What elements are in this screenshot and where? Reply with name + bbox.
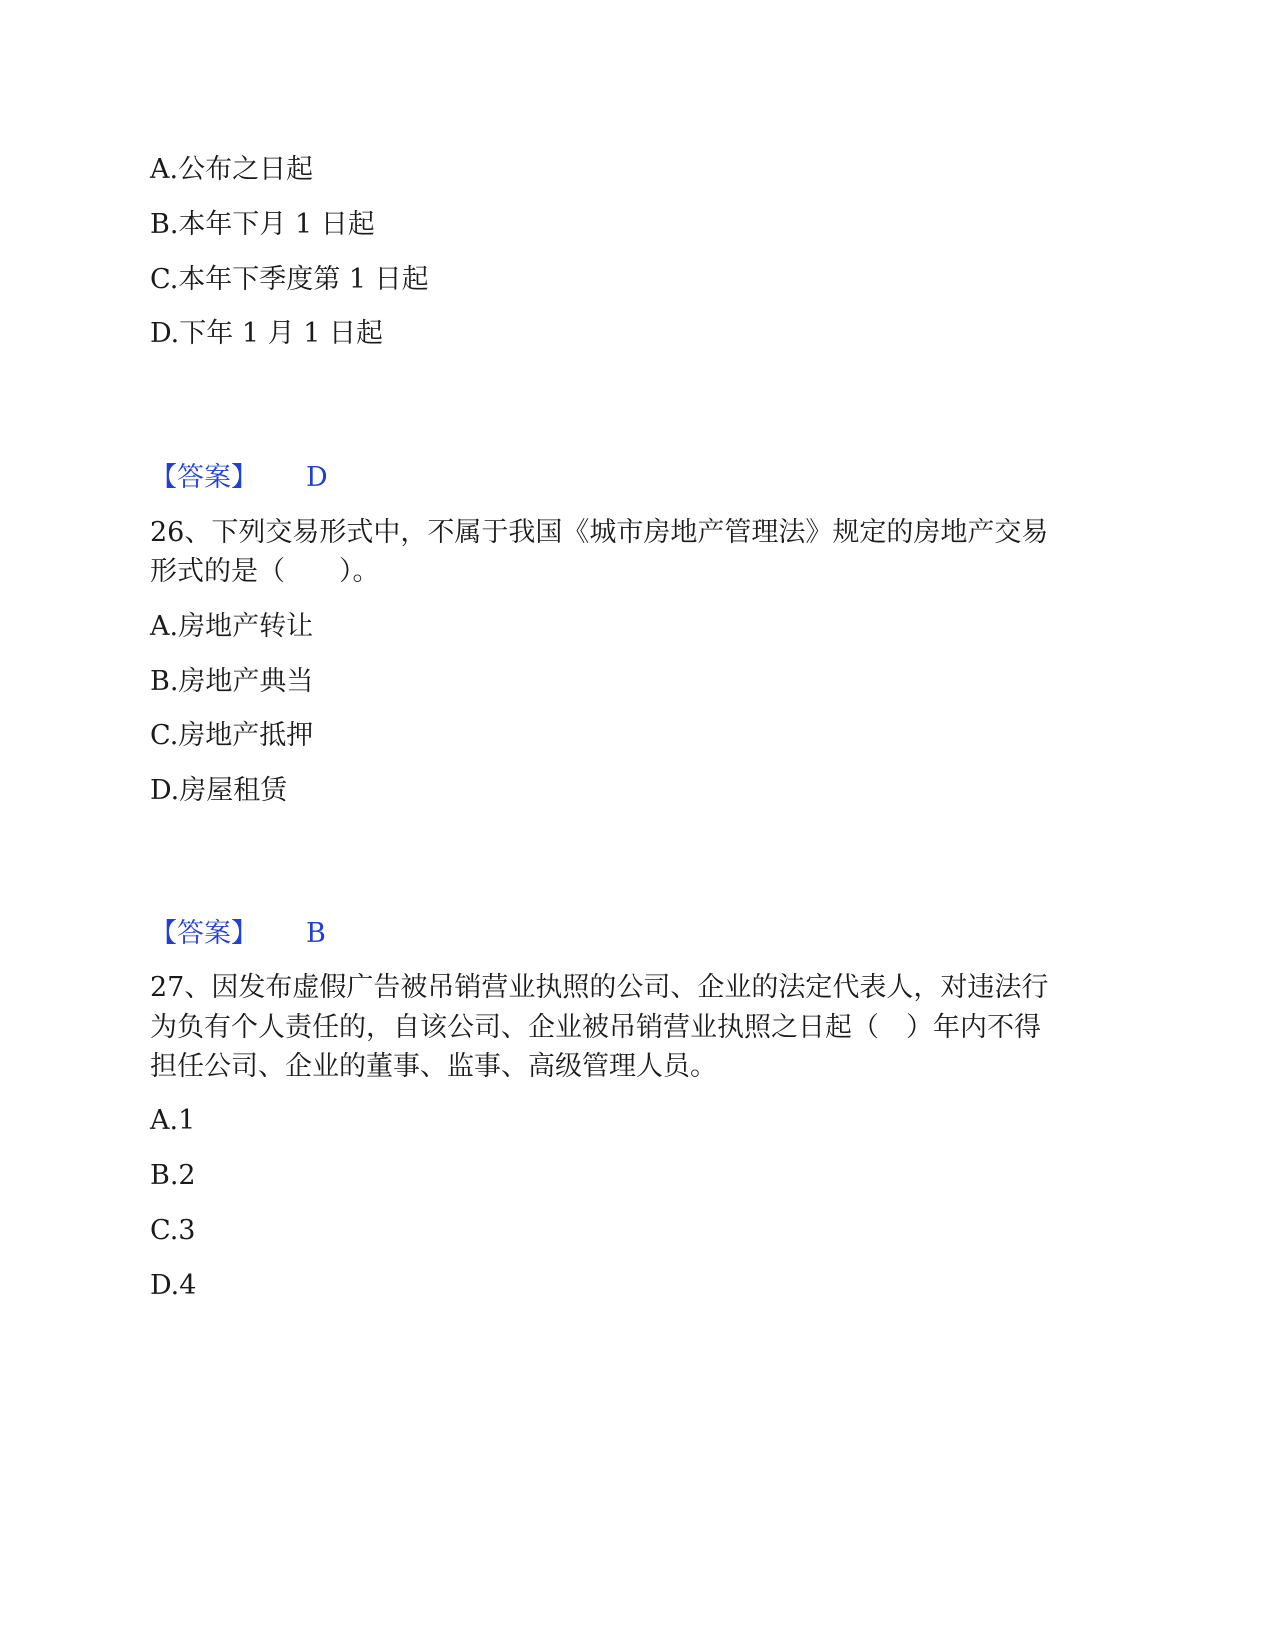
answer-25 — [150, 458, 328, 498]
q27-stem-line-1: 27、因发布虚假广告被吊销营业执照的公司、企业的法定代表人，对违法行 — [150, 972, 1049, 1003]
q27-stem-line-3: 担任公司、企业的董事、监事、高级管理人员。 — [150, 1051, 717, 1082]
q26-option-a: A.房地产转让 — [150, 611, 314, 642]
q26-stem-line-2: 形式的是（ ）。 — [150, 556, 380, 587]
q25-option-c: C.本年下季度第 1 日起 — [150, 264, 429, 295]
q25-option-a: A.公布之日起 — [150, 154, 314, 185]
answer-26 — [150, 914, 326, 954]
q26-option-b: B.房地产典当 — [150, 666, 314, 697]
q27-option-b: B.2 — [150, 1160, 196, 1191]
answer-tag: 【答案】 — [150, 918, 258, 949]
q27-stem-line-2: 为负有个人责任的，自该公司、企业被吊销营业执照之日起（ ）年内不得 — [150, 1012, 1041, 1043]
answer-value: B — [306, 918, 326, 949]
q26-stem-line-1: 26、下列交易形式中，不属于我国《城市房地产管理法》规定的房地产交易 — [150, 517, 1049, 548]
answer-value: D — [306, 462, 328, 493]
q27-option-d: D.4 — [150, 1270, 197, 1301]
q26-option-d: D.房屋租赁 — [150, 775, 288, 806]
q27-option-a: A.1 — [150, 1105, 196, 1136]
q25-option-d: D.下年 1 月 1 日起 — [150, 318, 383, 349]
q26-option-c: C.房地产抵押 — [150, 720, 314, 751]
q25-option-b: B.本年下月 1 日起 — [150, 209, 375, 240]
q27-option-c: C.3 — [150, 1215, 196, 1246]
answer-tag: 【答案】 — [150, 462, 258, 493]
